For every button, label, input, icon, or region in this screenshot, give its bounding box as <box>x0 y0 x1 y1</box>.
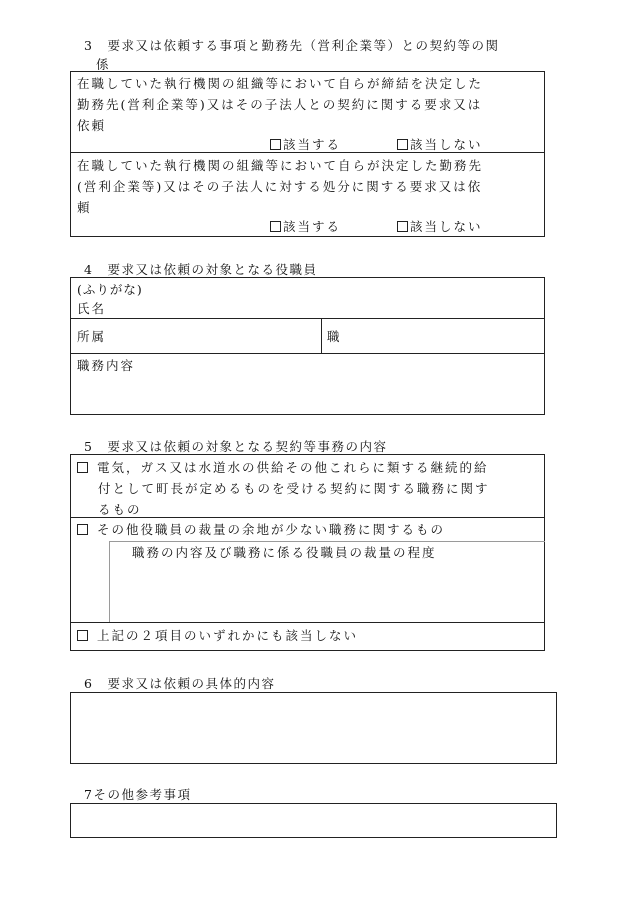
checkbox-icon[interactable] <box>77 630 88 641</box>
option1-line: 付として町長が定めるものを受ける契約に関する職務に関す <box>98 481 490 496</box>
section5-option3[interactable] <box>77 625 358 646</box>
checkbox-icon[interactable] <box>270 221 281 232</box>
section6-heading: 6 要求又は依頼の具体的内容 <box>84 676 276 691</box>
section3-heading-line2: 係 <box>96 57 111 72</box>
furigana-label: (ふりがな) <box>77 282 143 297</box>
section5-option2[interactable] <box>77 519 445 540</box>
section3-heading-line1: 3 要求又は依頼する事項と勤務先（営利企業等）との契約等の関 <box>84 38 500 53</box>
section3-row2-text <box>77 155 483 218</box>
section3-row1-line: 依頼 <box>77 118 107 133</box>
position-label: 職 <box>327 329 342 344</box>
checkbox-icon[interactable] <box>397 139 408 150</box>
section4-divider <box>70 318 545 319</box>
section3-row2-no-option[interactable] <box>397 219 483 235</box>
checkbox-icon[interactable] <box>77 462 88 473</box>
section3-row2-line: (営利企業等)又はその子法人に対する処分に関する要求又は依 <box>77 179 483 194</box>
section7-heading: 7その他参考事項 <box>84 787 192 802</box>
section5-option1[interactable] <box>77 457 490 520</box>
section5-divider <box>70 622 545 623</box>
affiliation-label: 所属 <box>77 329 107 344</box>
option-label: 該当する <box>283 137 342 152</box>
section6-box[interactable] <box>70 692 557 764</box>
section4-divider <box>70 353 545 354</box>
name-label: 氏名 <box>77 301 107 316</box>
option1-line: 電気，ガス又は水道水の供給その他これらに類する継続的給 <box>97 460 489 475</box>
section3-row2-yes-option[interactable] <box>270 219 341 235</box>
section5-option2-sub: 職務の内容及び職務に係る役職員の裁量の程度 <box>132 545 437 560</box>
option2-label: その他役職員の裁量の余地が少ない職務に関するもの <box>97 522 446 537</box>
option-label: 該当しない <box>410 137 483 152</box>
section3-row1-line: 勤務先(営利企業等)又はその子法人との契約に関する要求又は <box>77 97 483 112</box>
section3-row1-text <box>77 73 483 136</box>
section3-row2-line: 在職していた執行機関の組織等において自らが決定した勤務先 <box>77 158 484 173</box>
section5-sub-vertical <box>109 541 110 622</box>
section3-row1-no-option[interactable] <box>397 137 483 153</box>
checkbox-icon[interactable] <box>77 524 88 535</box>
option-label: 該当しない <box>410 219 483 234</box>
checkbox-icon[interactable] <box>270 139 281 150</box>
option1-line: るもの <box>98 502 142 517</box>
option3-label: 上記の２項目のいずれかにも該当しない <box>97 628 359 643</box>
section3-row2-line: 頼 <box>77 200 92 215</box>
section7-box[interactable] <box>70 803 557 838</box>
section4-vertical-divider <box>321 318 322 353</box>
section5-heading: 5 要求又は依頼の対象となる契約等事務の内容 <box>84 439 388 454</box>
section4-heading: 4 要求又は依頼の対象となる役職員 <box>84 262 318 277</box>
section3-row1-line: 在職していた執行機関の組織等において自らが締結を決定した <box>77 76 484 91</box>
checkbox-icon[interactable] <box>397 221 408 232</box>
duties-label: 職務内容 <box>77 358 136 373</box>
section3-row1-yes-option[interactable] <box>270 137 341 153</box>
option-label: 該当する <box>283 219 342 234</box>
